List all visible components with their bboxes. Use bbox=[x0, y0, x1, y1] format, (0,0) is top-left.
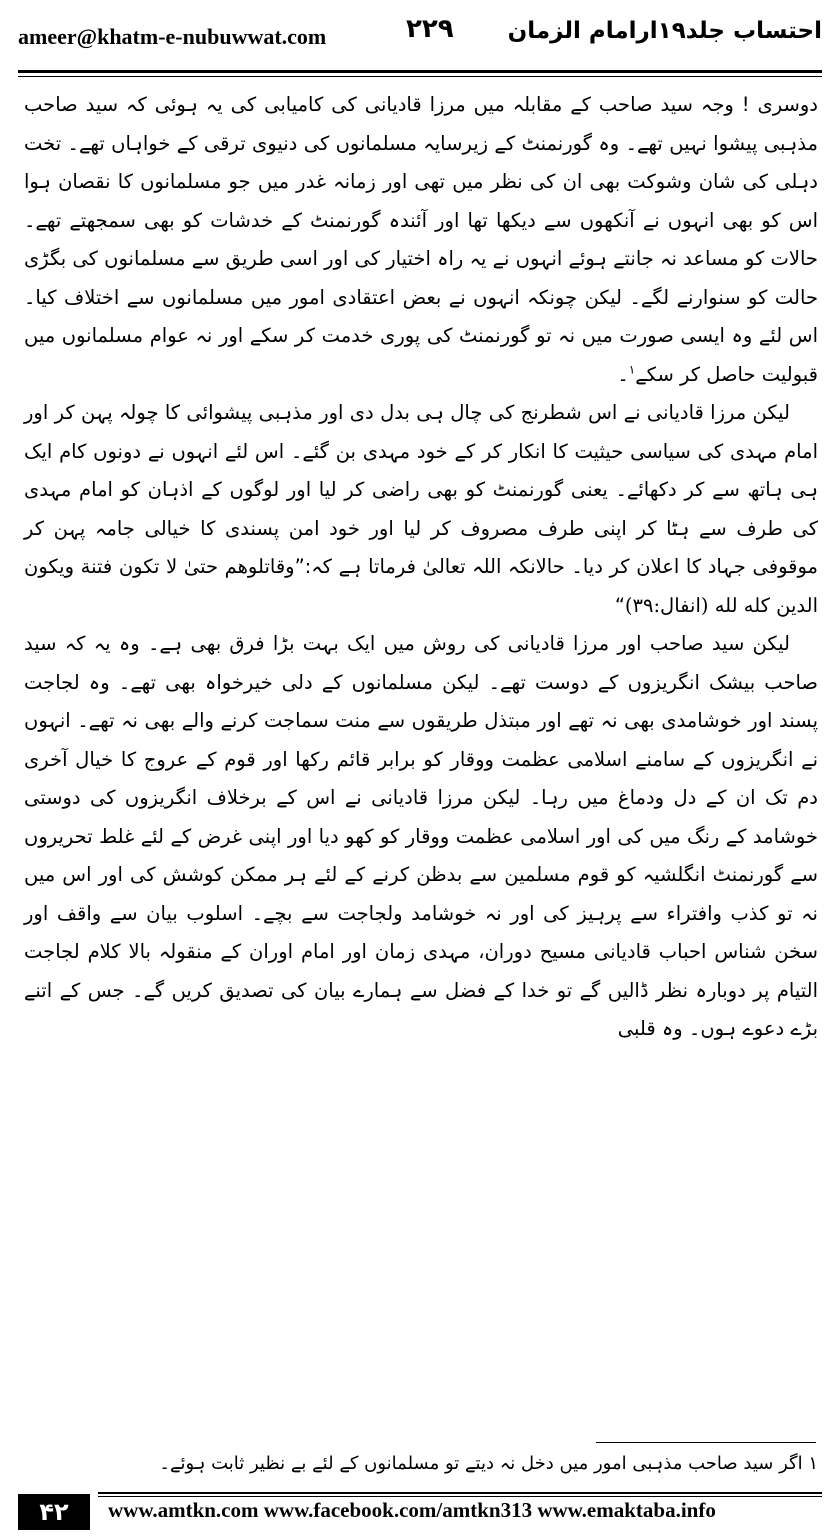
paragraph bbox=[24, 625, 818, 1049]
footnote-rule bbox=[596, 1442, 816, 1443]
verse-close-quote: “ bbox=[614, 593, 625, 617]
paragraph-text: لیکن سید صاحب اور مرزا قادیانی کی روش میں ایک بہت بڑا فرق بھی ہے۔ وہ یہ کہ سید صاحب بیشک انگریزوں کے دوست تھے۔ لیکن مسلمانوں کے دلی خیرخواہ بھی تھے۔ وہ لجاجت پسند اور خوشامدی بھی نہ تھے اور مبتذل طریقوں سے منت سماجت کرنے والے بھی نہ تھے۔ انہوں نے انگریزوں کے سامنے اسلامی عظمت ووقار کو برابر قائم رکھا اور قوم کے عروج کا خیال آخری دم تک ان کے دل ودماغ میں رہا۔ لیکن مرزا قادیانی نے اس کے برخلاف انگریزوں کی دوستی خوشامد کے رنگ میں کی اور اسلامی عظمت ووقار کو کھو دیا اور اپنی غرض کے لئے غلط تحریروں سے گورنمنٹ انگلشیہ کو قوم مسلمین سے بدظن کرنے کے لئے ہر ممکن کوشش کی اور اس میں نہ تو کذب وافتراء سے پرہیز کی اور نہ خوشامد ولجاجت سے بچے۔ اسلوب بیان سے واقف اور سخن شناس احباب قادیانی مسیح دوران، مہدی زمان اور امام اوران کے منقولہ بالا کلام لجاجت التیام پر دوبارہ نظر ڈالیں گے تو خدا کے فضل سے ہمارے بیان کی تصدیق کریں گے۔ جس کے اتنے بڑے دعوے ہوں۔ وہ قلبی bbox=[24, 632, 818, 1040]
header-page-number: ۲۲۹ bbox=[406, 14, 454, 44]
footer-rule bbox=[98, 1492, 822, 1494]
verse-reference: (انفال:۳۹) bbox=[624, 593, 709, 617]
paragraph bbox=[24, 394, 818, 625]
header-book-title: احتساب جلد۱۹ارامام الزمان bbox=[507, 18, 822, 44]
footer-page-number: ۴۲ bbox=[18, 1494, 90, 1530]
header-email: ameer@khatm-e-nubuwwat.com bbox=[18, 24, 327, 49]
footnote-marker: ۱ bbox=[628, 362, 636, 376]
paragraph-text: دوسری ! وجہ سید صاحب کے مقابلہ میں مرزا قادیانی کی کامیابی کی یہ ہوئی کہ سید صاحب مذہبی پیشوا نہیں تھے۔ وہ گورنمنٹ کے زیرسایہ مسلمانوں کی دنیوی ترقی کے خواہاں تھے۔ تخت دہلی کی شان وشوکت بھی ان کی نظر میں تھی اور زمانہ غدر میں جو مسلمانوں کا نقصان ہوا اس کو بھی انہوں نے آنکھوں سے دیکھا تھا اور آئندہ گورنمنٹ کے خدشات کو بھی سمجھتے تھے۔ حالات کو مساعد نہ جانتے ہوئے انہوں نے یہ راہ اختیار کی اور اسی طریق سے مسلمانوں کی بگڑی حالت کو سنوارنے لگے۔ لیکن چونکہ انہوں نے بعض اعتقادی امور میں مسلمانوں سے اختلاف کیا۔ اس لئے وہ ایسی صورت میں نہ تو گورنمنٹ کی پوری خدمت کر سکے اور نہ عوام مسلمانوں میں قبولیت حاصل کر سکے bbox=[24, 93, 818, 386]
footer-urls: www.amtkn.com www.facebook.com/amtkn313 www.emaktaba.info bbox=[108, 1498, 716, 1522]
footer-rule bbox=[98, 1496, 822, 1497]
page-header bbox=[18, 10, 822, 62]
body-text bbox=[24, 86, 818, 1049]
header-rule bbox=[18, 70, 822, 77]
paragraph: دوسری ! وجہ سید صاحب کے مقابلہ میں مرزا قادیانی کی کامیابی کی یہ ہوئی کہ سید صاحب مذہبی پیشوا نہیں تھے۔ وہ گورنمنٹ کے زیرسایہ مسلمانوں کی دنیوی ترقی کے خواہاں تھے۔ تخت دہلی کی شان وشوکت بھی ان کی نظر میں تھی اور زمانہ غدر میں جو مسلمانوں کا نقصان ہوا اس کو بھی انہوں نے آنکھوں سے دیکھا تھا اور آئندہ گورنمنٹ کے خدشات کو بھی سمجھتے تھے۔ حالات کو مساعد نہ جانتے ہوئے انہوں نے یہ راہ اختیار کی اور اسی طریق سے مسلمانوں کی بگڑی حالت کو سنوارنے لگے۔ لیکن چونکہ انہوں نے بعض اعتقادی امور میں مسلمانوں سے اختلاف کیا۔ اس لئے وہ ایسی صورت میں نہ تو گورنمنٹ کی پوری خدمت کر سکے اور نہ عوام مسلمانوں میں قبولیت حاصل کر سکے$^۱$۔ bbox=[24, 93, 818, 386]
quran-verse: وقاتلوهم حتىٰ لا تكون فتنة ويكون الدين كله لله bbox=[24, 555, 818, 617]
paragraph-text: لیکن مرزا قادیانی نے اس شطرنج کی چال ہی بدل دی اور مذہبی پیشوائی کا چولہ پہن کر اور امام مہدی کی سیاسی حیثیت کا انکار کر کے خود مہدی بن گئے۔ اس لئے انہوں نے دونوں کام ایک ہی ہاتھ سے کر دکھائے۔ یعنی گورنمنٹ کو بھی راضی کر لیا اور لوگوں کے اذہان کو امام مہدی کی طرف سے ہٹا کر اپنی طرف مصروف کر لیا اور خود امن پسندی کا خیالی جامہ پہن کر موقوفی جہاد کا اعلان کر دیا۔ حالانکہ اللہ تعالیٰ فرماتا ہے کہ: bbox=[24, 401, 818, 578]
verse-open-quote: ” bbox=[294, 555, 305, 578]
page-footer bbox=[18, 1492, 822, 1530]
footnote: ۱ اگر سید صاحب مذہبی امور میں دخل نہ دیتے تو مسلمانوں کے لئے بے نظیر ثابت ہوئے۔ bbox=[159, 1453, 818, 1474]
